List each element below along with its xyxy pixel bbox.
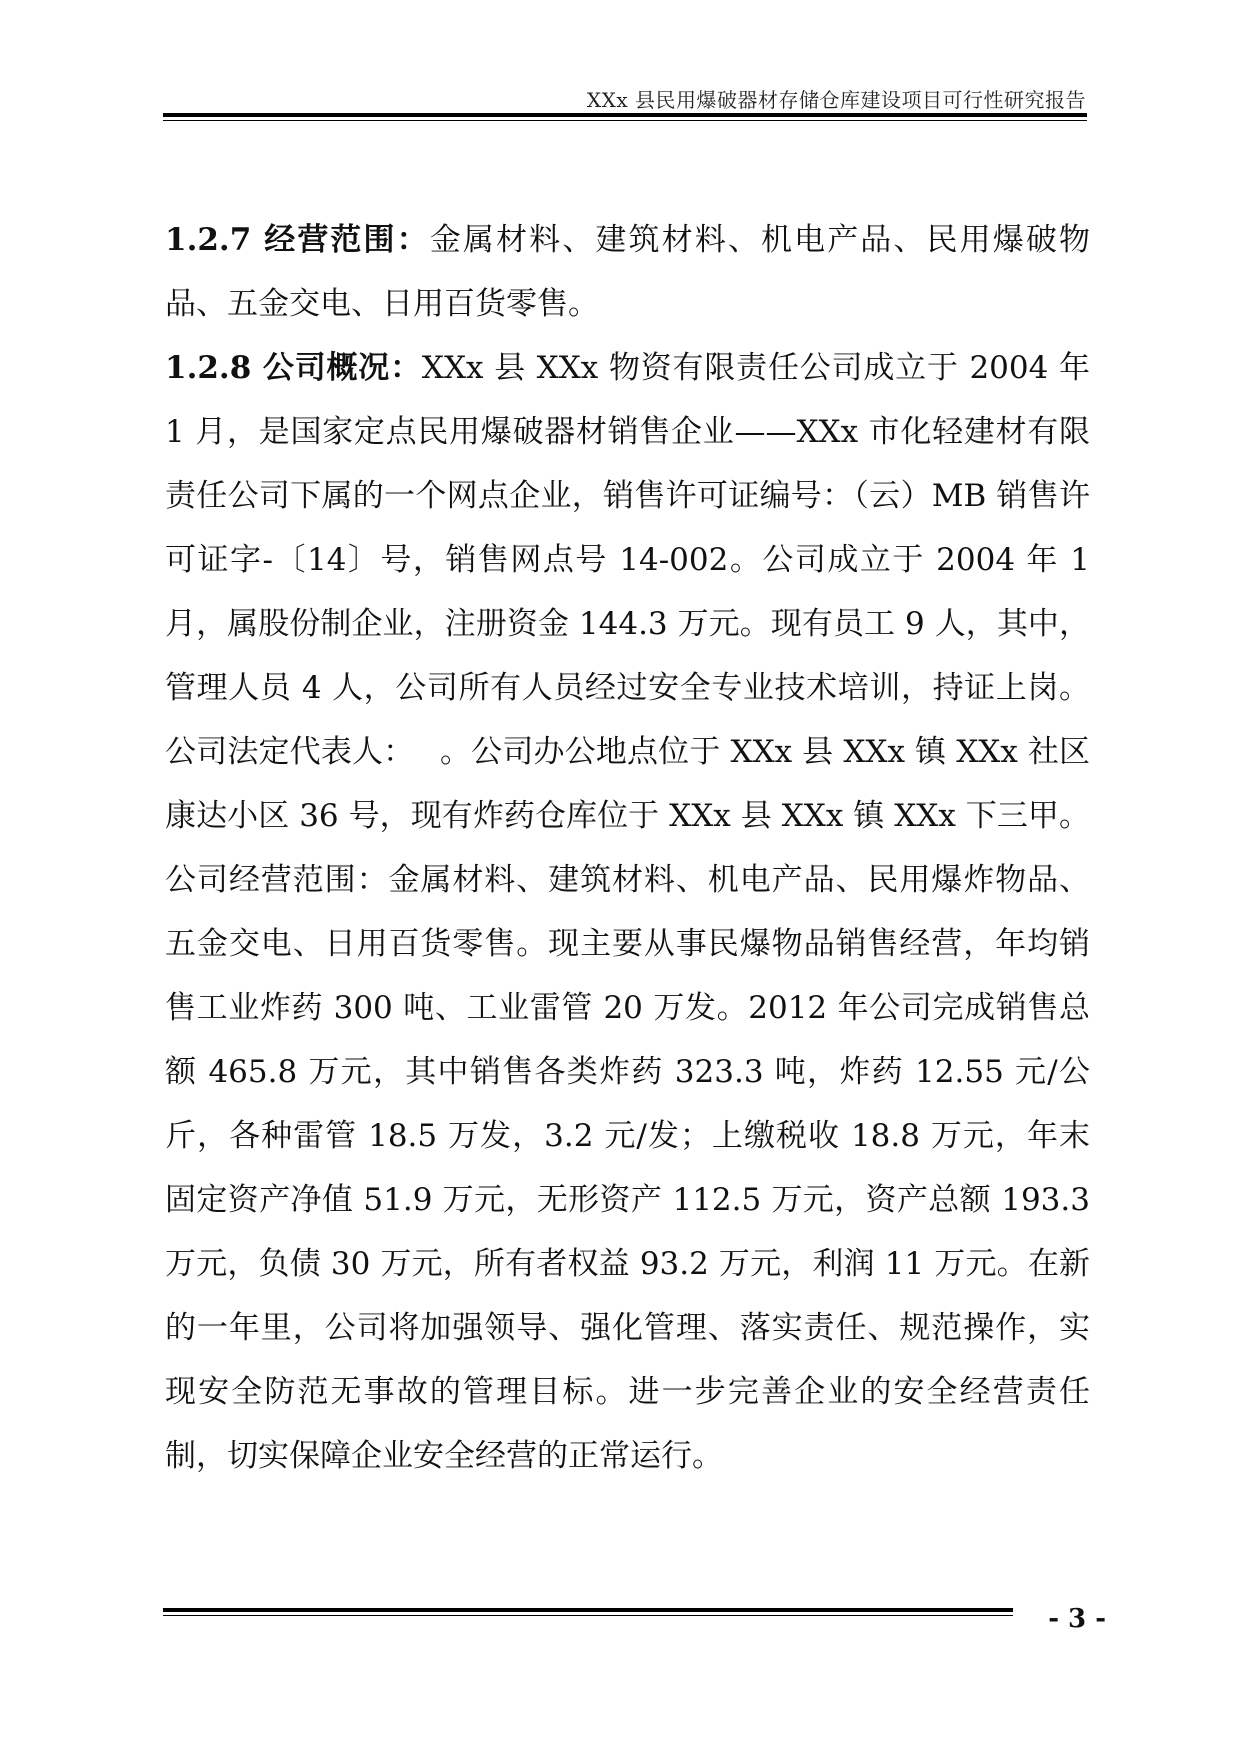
footer-rule-thin: [163, 1615, 1013, 1616]
section-text: XXx 县 XXx 物资有限责任公司成立于 2004 年 1 月，是国家定点民用爆破器材销售企业——XXx 市化轻建材有限责任公司下属的一个网点企业，销售许可证编号：（云）MB 销售许可证字-〔14〕号，销售网点号 14-002。公司成立于 2004 年 1 月，属股份制企业，注册资金 144.3 万元。现有员工 9 人，其中，管理人员 4 人，公司所有人员经过安全专业技术培训，持证上岗。公司法定代表人： 。公司办公地点位于 XXx 县 XXx 镇 XXx 社区康达小区 36 号，现有炸药仓库位于 XXx 县 XXx 镇 XXx 下三甲。公司经营范围：金属材料、建筑材料、机电产品、民用爆炸物品、五金交电、日用百货零售。现主要从事民爆物品销售经营，年均销售工业炸药 300 吨、工业雷管 20 万发。2012 年公司完成销售总额 465.8 万元，其中销售各类炸药 323.3 吨，炸药 12.55 元/公斤，各种雷管 18.5 万发，3.2 元/发；上缴税收 18.8 万元，年末固定资产净值 51.9 万元，无形资产 112.5 万元，资产总额 193.3 万元，负债 30 万元，所有者权益 93.2 万元，利润 11 万元。在新的一年里，公司将加强领导、强化管理、落实责任、规范操作，实现安全防范无事故的管理目标。进一步完善企业的安全经营责任制，切实保障企业安全经营的正常运行。: [165, 350, 1091, 1474]
document-body: [165, 208, 1090, 1488]
section-text: 金属材料、建筑材料、机电产品、民用爆破物品、五金交电、日用百货零售。: [165, 222, 1091, 322]
running-header-title: XXx 县民用爆破器材存储仓库建设项目可行性研究报告: [586, 88, 1086, 112]
section-business-scope: [165, 208, 1090, 336]
header-rule-thin: [163, 120, 1087, 121]
header-rule-thick: [163, 113, 1087, 117]
section-heading: 1.2.8 公司概况：: [165, 350, 422, 386]
page-number: - 3 -: [1048, 1604, 1106, 1634]
section-heading: 1.2.7 经营范围：: [165, 222, 430, 258]
section-company-overview: [165, 336, 1090, 1488]
footer-rule-thick: [163, 1608, 1013, 1612]
